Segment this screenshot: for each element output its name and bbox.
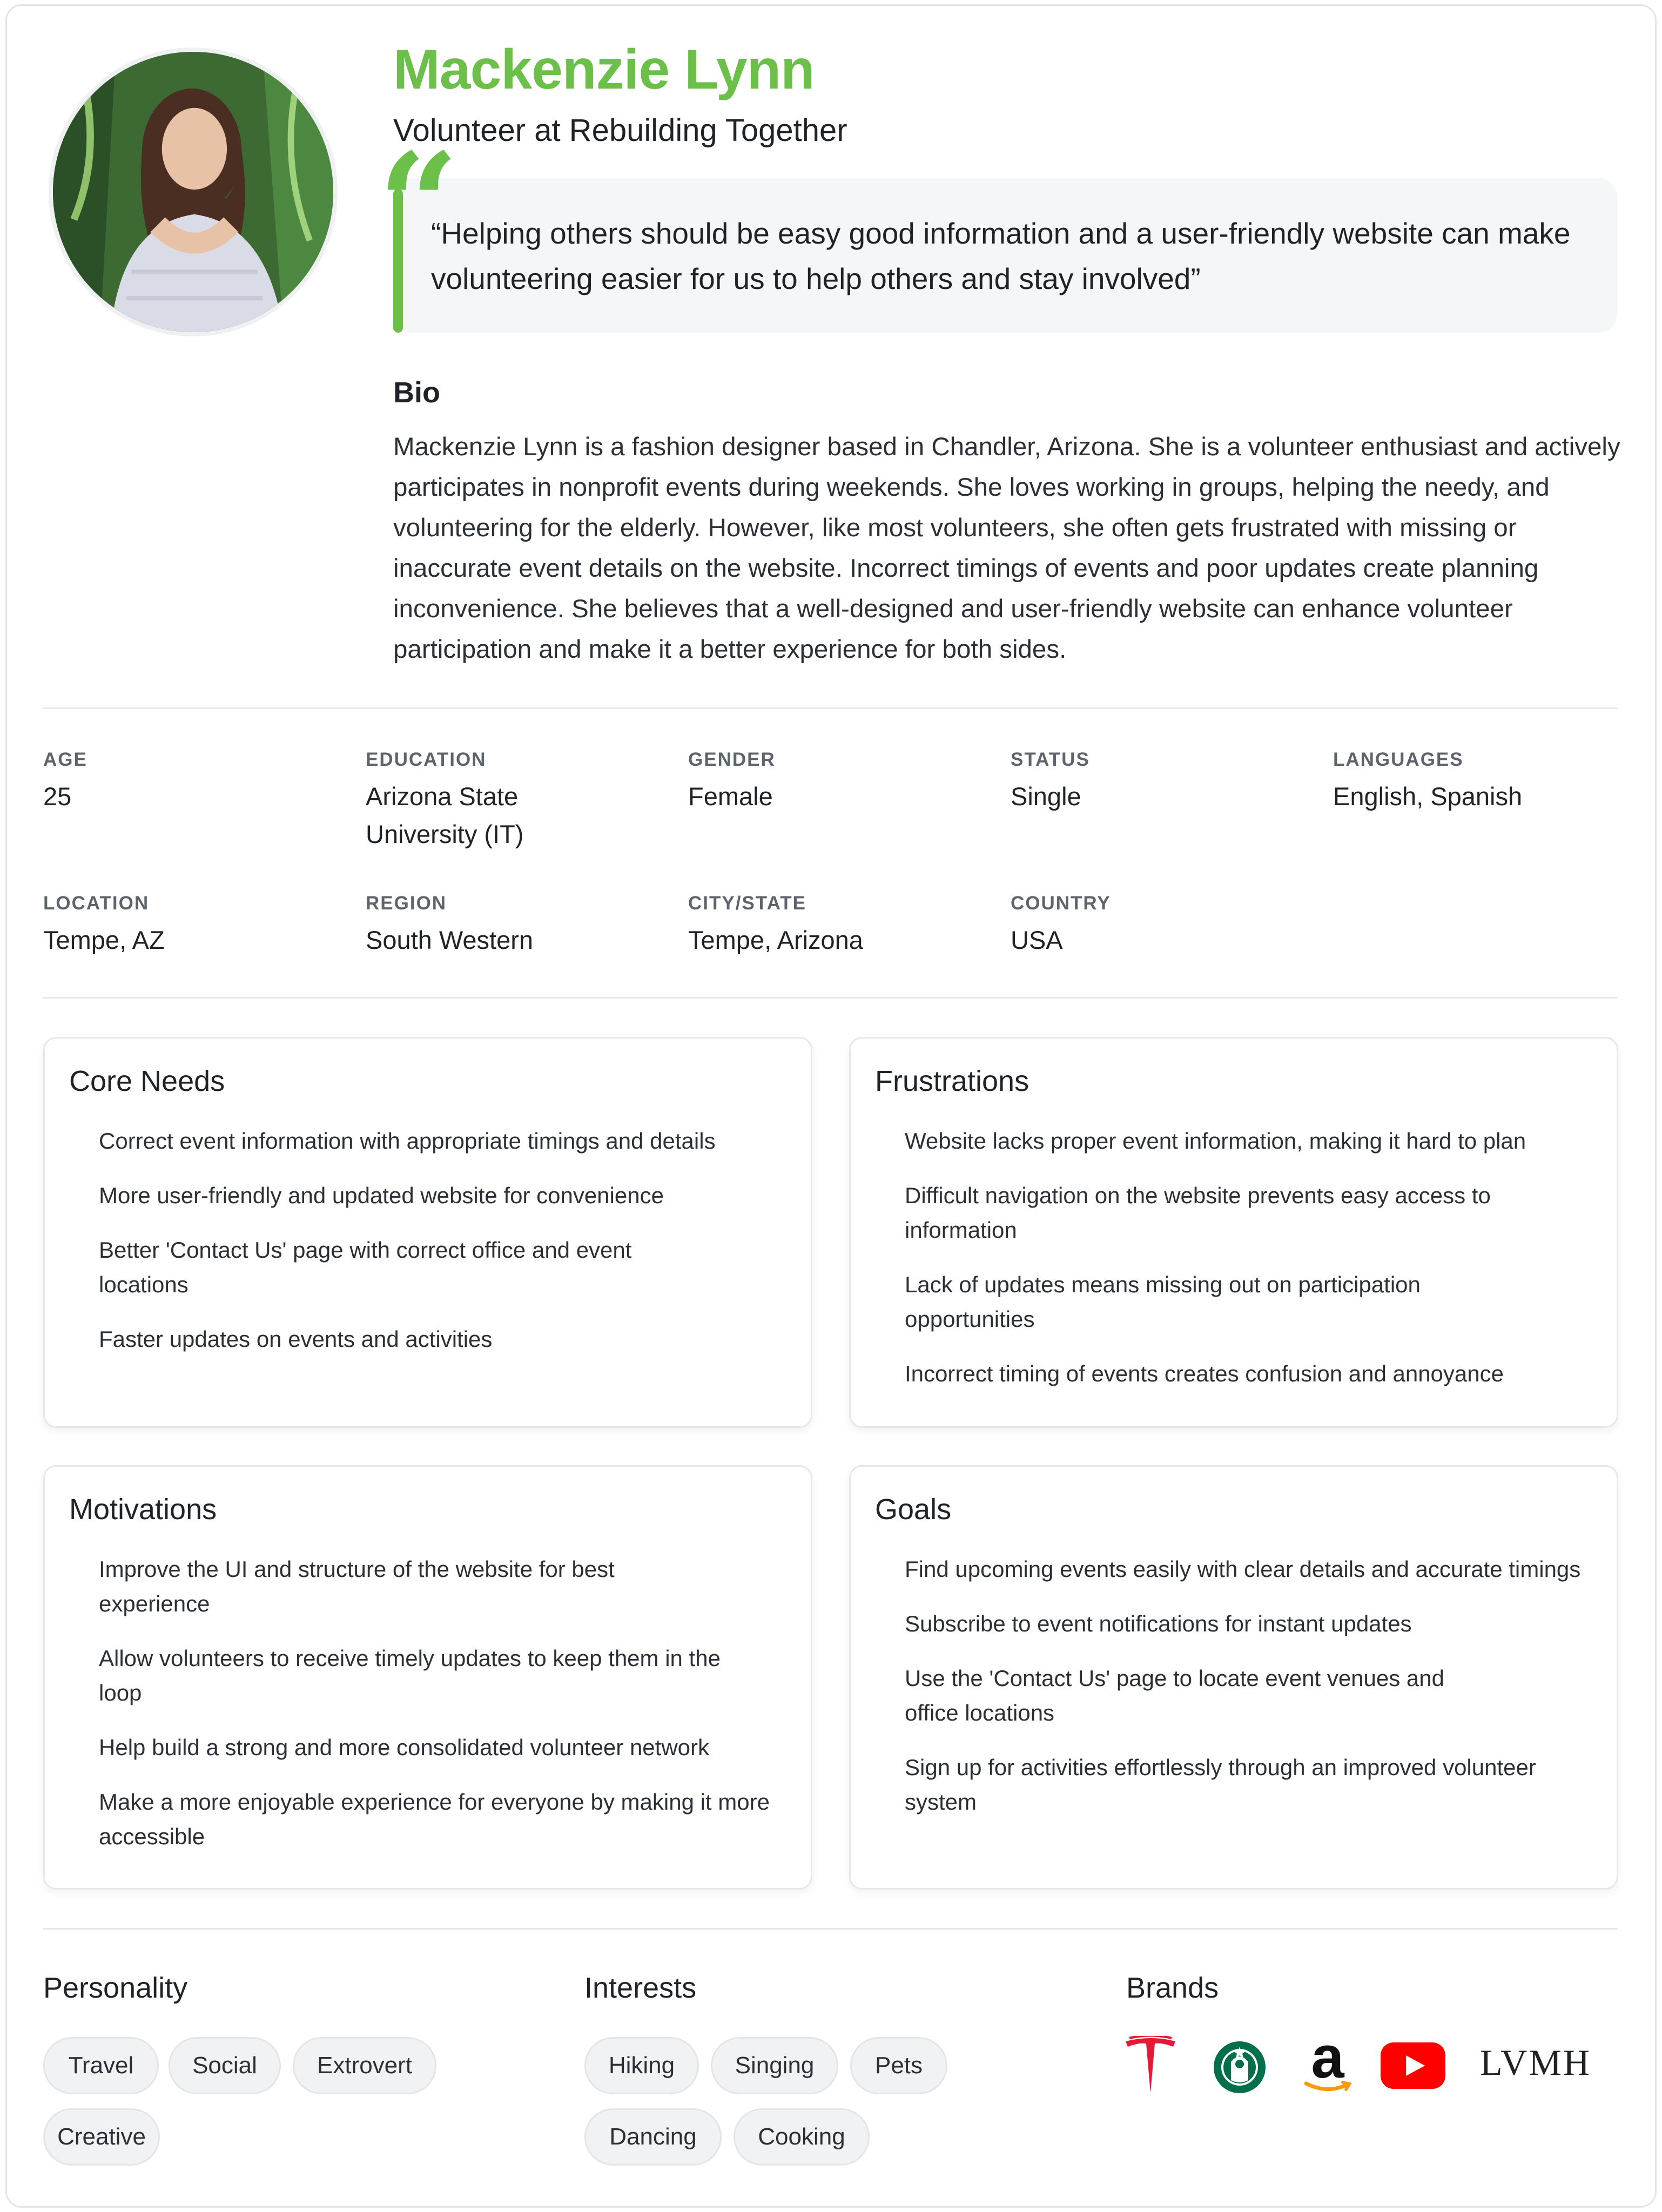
- age-label: AGE: [43, 749, 88, 770]
- motivations-list: [99, 1552, 806, 1874]
- list-item: Difficult navigation on the website prevents easy access to information: [905, 1183, 1491, 1243]
- gender-value: Female: [688, 782, 773, 811]
- gender-label: GENDER: [688, 749, 776, 770]
- list-item: Help build a strong and more consolidated volunteer network: [99, 1735, 710, 1760]
- country-label: COUNTRY: [1011, 893, 1111, 914]
- age-value: 25: [43, 782, 72, 811]
- goals-title: Goals: [875, 1493, 952, 1526]
- motivations-card: [43, 1465, 812, 1890]
- bio-heading: Bio: [393, 376, 440, 409]
- frustrations-card: [849, 1037, 1618, 1428]
- list-item: Better 'Contact Us' page with correct office and event locations: [99, 1237, 632, 1297]
- lvmh-logo: LVMH: [1480, 2042, 1591, 2083]
- languages-value: English, Spanish: [1333, 782, 1523, 811]
- list-item: Incorrect timing of events creates confusion and annoyance: [905, 1361, 1504, 1386]
- divider: [43, 997, 1618, 999]
- amazon-smile-icon: [1301, 2080, 1355, 2096]
- brands-title: Brands: [1126, 1972, 1219, 2004]
- interest-tag: Singing: [711, 2037, 838, 2094]
- divider: [43, 1928, 1618, 1930]
- interest-tag: Pets: [850, 2037, 947, 2094]
- personality-tag: Social: [169, 2037, 281, 2094]
- city-state-value: Tempe, Arizona: [688, 926, 863, 954]
- youtube-logo-icon: [1381, 2042, 1445, 2089]
- avatar-photo: [53, 52, 333, 332]
- frustrations-list: [905, 1124, 1612, 1411]
- divider: [43, 707, 1618, 709]
- list-item: Make a more enjoyable experience for everyone by making it more accessible: [99, 1789, 770, 1849]
- personality-tag: Extrovert: [293, 2037, 436, 2094]
- status-label: STATUS: [1011, 749, 1090, 770]
- list-item: Find upcoming events easily with clear details and accurate timings: [905, 1556, 1581, 1582]
- list-item: Lack of updates means missing out on participation opportunities: [905, 1272, 1421, 1332]
- goals-card: [849, 1465, 1618, 1890]
- list-item: More user-friendly and updated website for convenience: [99, 1183, 664, 1208]
- frustrations-title: Frustrations: [875, 1065, 1030, 1097]
- education-value: Arizona State University (IT): [366, 782, 524, 848]
- interest-tag: Dancing: [584, 2108, 722, 2166]
- starbucks-logo-icon: [1213, 2040, 1267, 2094]
- interest-tag: Hiking: [584, 2037, 699, 2094]
- persona-quote: “Helping others should be easy good information and a user-friendly website can make volunteering easier for us to help others and stay involved”: [431, 217, 1571, 295]
- location-value: Tempe, AZ: [43, 926, 165, 954]
- quote-mark-icon: “: [378, 123, 459, 287]
- list-item: Use the 'Contact Us' page to locate event venues and office locations: [905, 1665, 1444, 1725]
- location-label: LOCATION: [43, 893, 150, 914]
- country-value: USA: [1011, 926, 1063, 954]
- list-item: Website lacks proper event information, making it hard to plan: [905, 1128, 1526, 1154]
- personality-tag: Creative: [43, 2108, 160, 2166]
- personality-tag: Travel: [43, 2037, 159, 2094]
- list-item: Sign up for activities effortlessly through an improved volunteer system: [905, 1755, 1536, 1815]
- motivations-title: Motivations: [69, 1493, 217, 1526]
- status-value: Single: [1011, 782, 1081, 811]
- languages-label: LANGUAGES: [1333, 749, 1464, 770]
- amazon-logo-icon: [1301, 2024, 1355, 2095]
- interests-title: Interests: [584, 1972, 697, 2004]
- city-state-label: CITY/STATE: [688, 893, 806, 914]
- bio-text: Mackenzie Lynn is a fashion designer based in Chandler, Arizona. She is a volunteer enthusiast and actively participates in nonprofit events during weekends. She loves working in groups, helping the needy, and volunteering for the elderly. However, like most volunteers, she often gets frustrated with missing or inaccurate event details on the website. Incorrect timings of events and poor updates create planning inconvenience. She believes that a well-designed and user-friendly website can enhance volunteer participation and make it a better experience for both sides.: [393, 433, 1620, 664]
- region-value: South Western: [366, 926, 534, 954]
- personality-title: Personality: [43, 1972, 188, 2004]
- core-needs-title: Core Needs: [69, 1065, 225, 1097]
- education-label: EDUCATION: [366, 749, 487, 770]
- list-item: Subscribe to event notifications for instant updates: [905, 1611, 1412, 1636]
- core-needs-card: [43, 1037, 812, 1428]
- amazon-logo-letter: a: [1311, 2024, 1344, 2090]
- persona-name: Mackenzie Lynn: [393, 38, 815, 101]
- avatar: [49, 48, 338, 336]
- list-item: Correct event information with appropriate timings and details: [99, 1128, 716, 1154]
- goals-list: [905, 1552, 1612, 1839]
- region-label: REGION: [366, 893, 447, 914]
- tesla-logo-icon: [1123, 2036, 1177, 2095]
- core-needs-list: [99, 1124, 806, 1377]
- interest-tag: Cooking: [734, 2108, 870, 2166]
- list-item: Faster updates on events and activities: [99, 1326, 493, 1352]
- persona-role: Volunteer at Rebuilding Together: [393, 113, 847, 148]
- list-item: Improve the UI and structure of the website for best experience: [99, 1556, 615, 1616]
- list-item: Allow volunteers to receive timely updates to keep them in the loop: [99, 1645, 721, 1705]
